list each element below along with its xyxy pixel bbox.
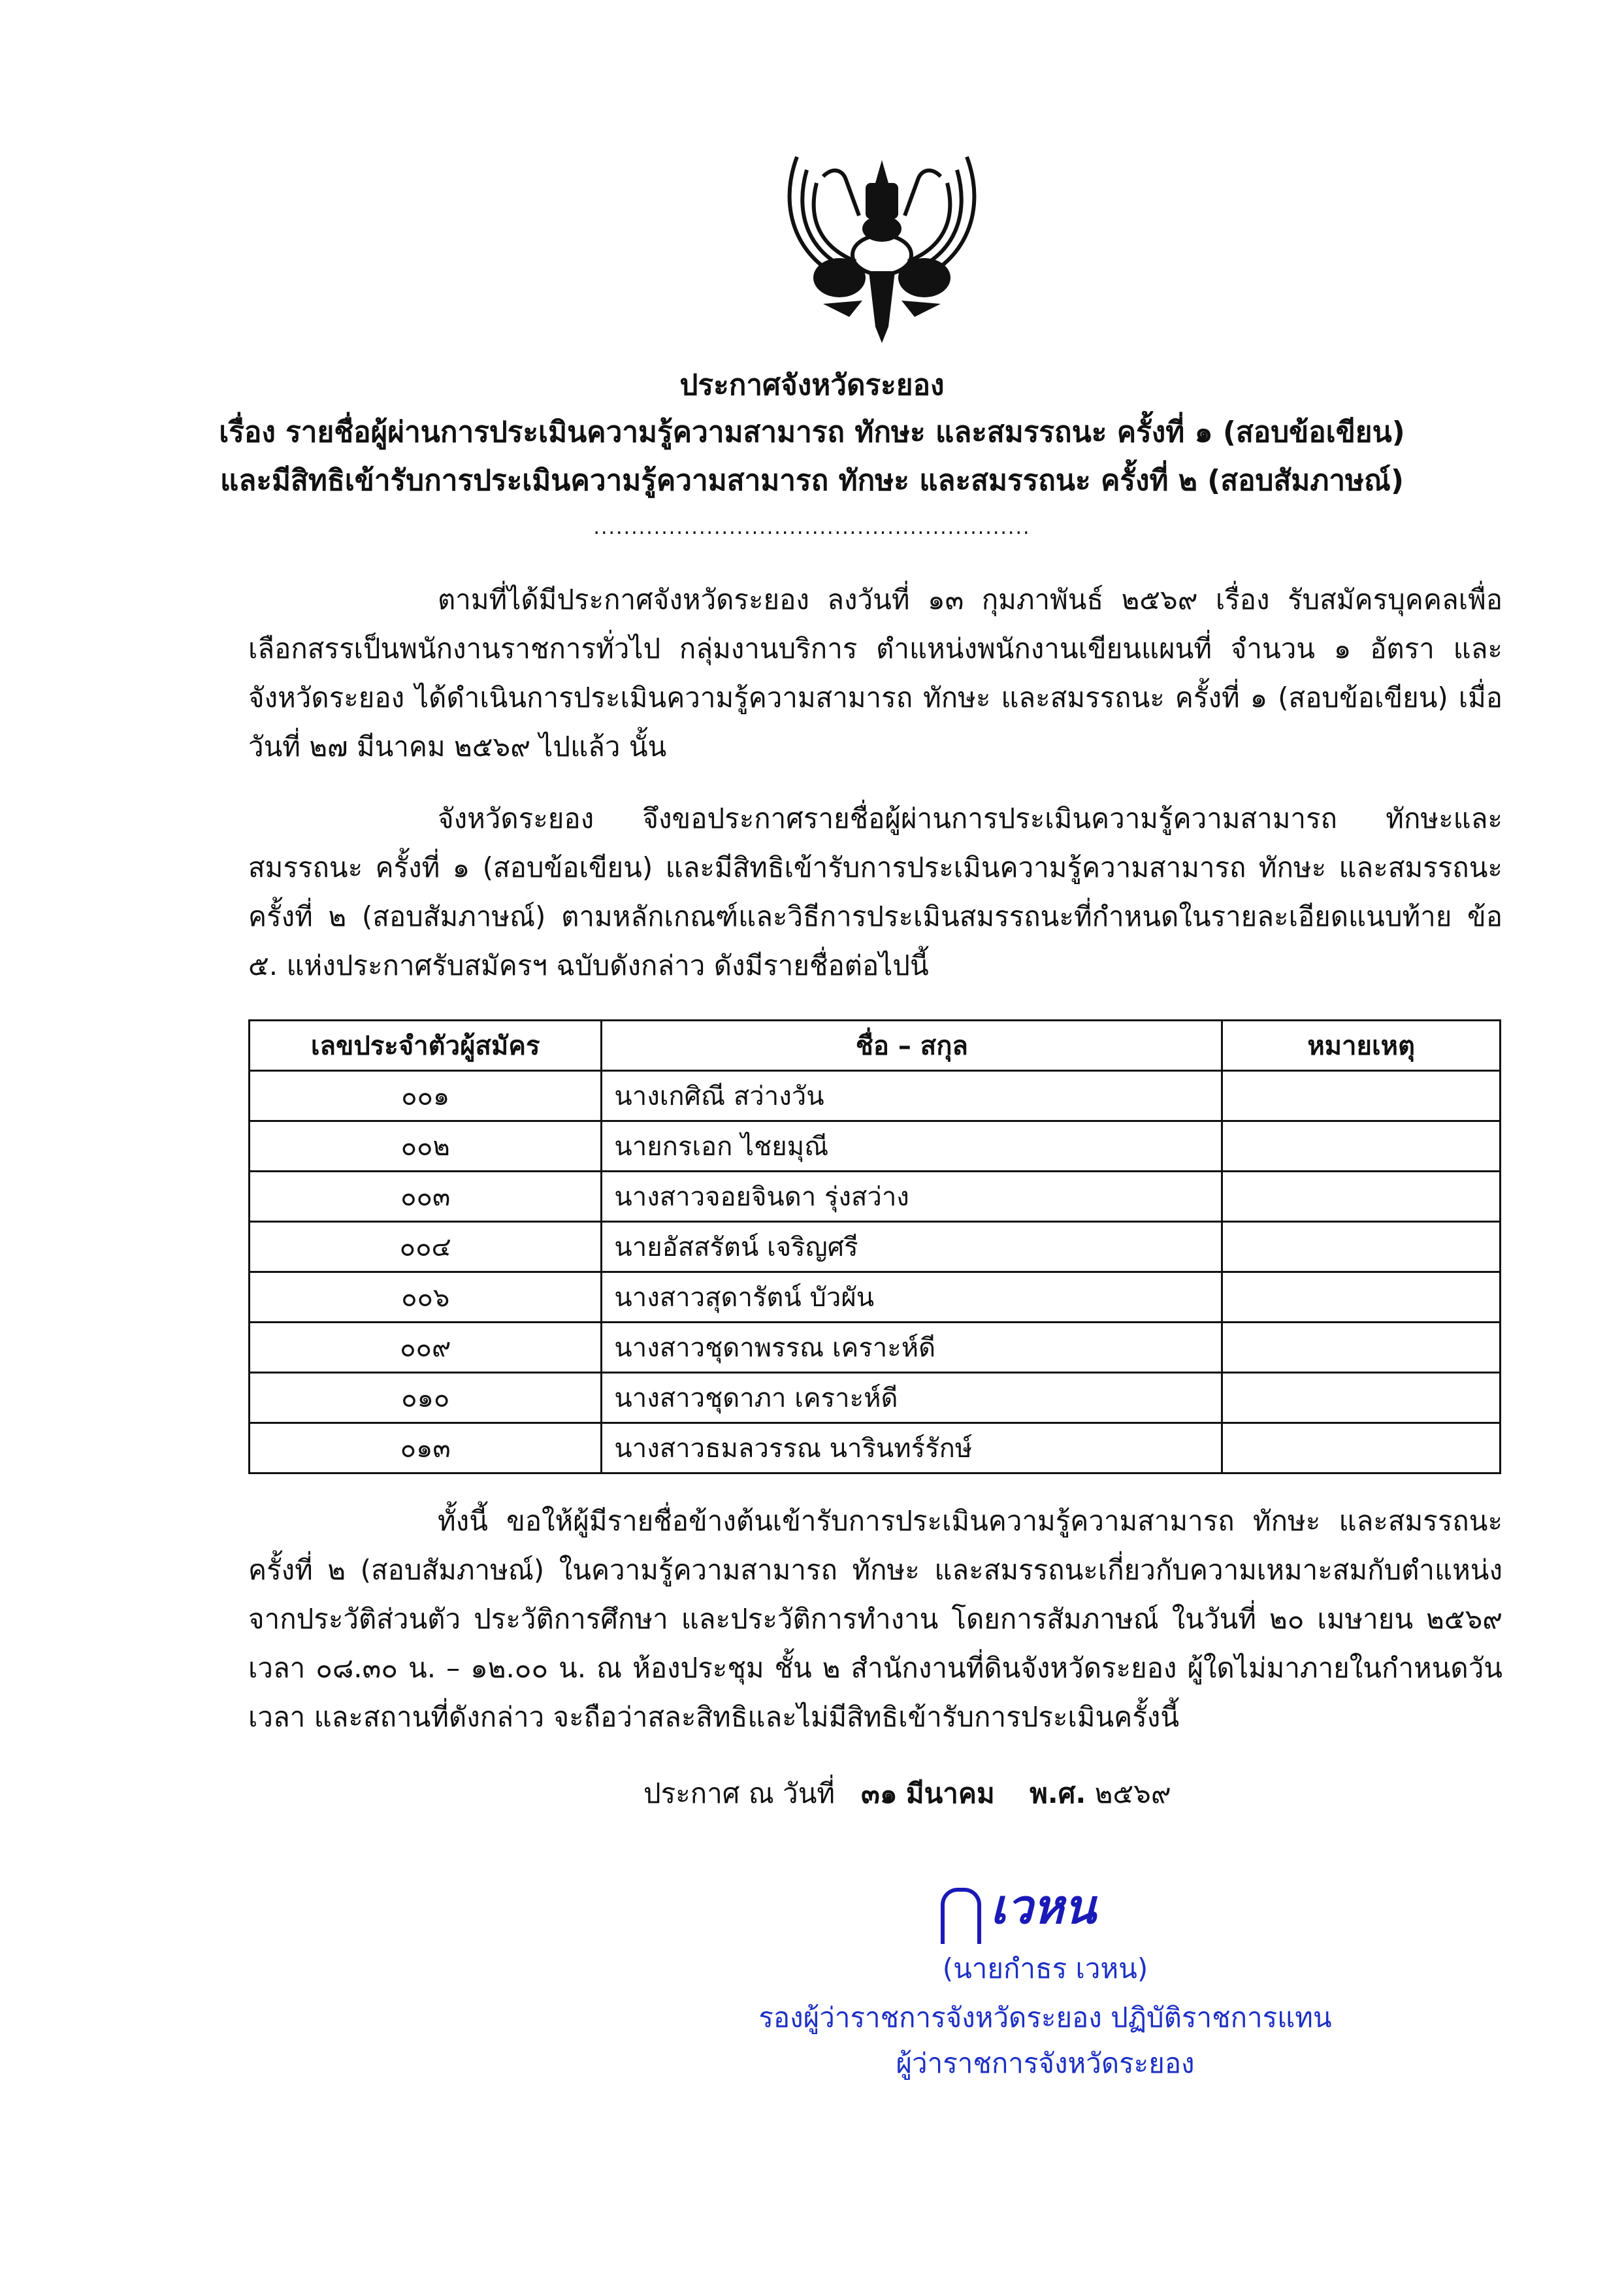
signer-name: (นายกำธร เวหน) <box>942 1952 1148 1984</box>
applicant-name: นางสาวสุดารัตน์ บัวผัน <box>602 1272 1222 1323</box>
header-full-name: ชื่อ – สกุล <box>602 1021 1222 1071</box>
applicant-name: นางเกศิณี สว่างวัน <box>602 1071 1222 1121</box>
candidate-table <box>248 1019 1501 1474</box>
announce-day: ๓๑ <box>861 1777 898 1809</box>
table-row <box>250 1121 1501 1172</box>
signer-position-2: ผู้ว่าราชการจังหวัดระยอง <box>896 2047 1195 2079</box>
signer-position-1: รองผู้ว่าราชการจังหวัดระยอง ปฏิบัติราชการแทน <box>758 2001 1332 2033</box>
announce-month: มีนาคม <box>905 1777 995 1809</box>
table-row <box>250 1323 1501 1373</box>
applicant-name: นางสาวชุดาภา เคราะห์ดี <box>602 1373 1222 1423</box>
paragraph-interview-details <box>248 1496 1502 1741</box>
subject-line-1: เรื่อง รายชื่อผู้ผ่านการประเมินความรู้ความสามารถ ทักษะ และสมรรถนะ ครั้งที่ ๑ (สอบข้อเขียน) <box>219 416 1405 449</box>
table-row <box>250 1222 1501 1272</box>
paragraph-announcement <box>248 794 1502 990</box>
table-row <box>250 1272 1501 1323</box>
announcement-date <box>643 1774 1171 1813</box>
paragraph-1-text: ตามที่ได้มีประกาศจังหวัดระยอง ลงวันที่ ๑๓ กุมภาพันธ์ ๒๕๖๙ เรื่อง รับสมัครบุคคลเพื่อเลือกสรรเป็นพนักงานราชการทั่วไป กลุ่มงานบริการ ตำแหน่งพนักงานเขียนแผนที่ จำนวน ๑ อัตรา และจังหวัดระยอง ได้ดำเนินการประเมินความรู้ความสามารถ ทักษะ และสมรรถนะ ครั้งที่ ๑ (สอบข้อเขียน) เมื่อวันที่ ๒๗ มีนาคม ๒๕๖๙ ไปแล้ว นั้น <box>248 584 1502 763</box>
applicant-name: นายกรเอก ไชยมุณี <box>602 1121 1222 1172</box>
table-row <box>250 1071 1501 1121</box>
applicant-id: ๐๐๙ <box>250 1323 602 1373</box>
applicant-remark <box>1222 1071 1501 1121</box>
header-applicant-id: เลขประจำตัวผู้สมัคร <box>250 1021 602 1071</box>
table-row <box>250 1423 1501 1473</box>
applicant-remark <box>1222 1121 1501 1172</box>
applicant-id: ๐๐๑ <box>250 1071 602 1121</box>
announce-prefix: ประกาศ ณ วันที่ <box>643 1777 836 1809</box>
applicant-name: นางสาวธมลวรรณ นารินทร์รักษ์ <box>602 1423 1222 1473</box>
applicant-remark <box>1222 1423 1501 1473</box>
applicant-name: นางสาวชุดาพรรณ เคราะห์ดี <box>602 1323 1222 1373</box>
applicant-id: ๐๑๓ <box>250 1423 602 1473</box>
applicant-id: ๐๑๐ <box>250 1373 602 1423</box>
applicant-id: ๐๐๖ <box>250 1272 602 1323</box>
paragraph-2-text: จังหวัดระยอง จึงขอประกาศรายชื่อผู้ผ่านการประเมินความรู้ความสามารถ ทักษะและสมรรถนะ ครั้งที่ ๑ (สอบข้อเขียน) และมีสิทธิเข้ารับการประเมินความรู้ความสามารถ ทักษะ และสมรรถนะครั้งที่ ๒ (สอบสัมภาษณ์) ตามหลักเกณฑ์และวิธีการประเมินสมรรถนะที่กำหนดในรายละเอียดแนบท้าย ข้อ ๕. แห่งประกาศรับสมัครฯ ฉบับดังกล่าว ดังมีรายชื่อต่อไปนี้ <box>248 802 1502 981</box>
announce-era: พ.ศ. <box>1030 1777 1086 1809</box>
applicant-remark <box>1222 1272 1501 1323</box>
applicant-remark <box>1222 1323 1501 1373</box>
paragraph-3-text: ทั้งนี้ ขอให้ผู้มีรายชื่อข้างต้นเข้ารับการประเมินความรู้ความสามารถ ทักษะ และสมรรถนะครั้งที่ ๒ (สอบสัมภาษณ์) ในความรู้ความสามารถ ทักษะ และสมรรถนะเกี่ยวกับความเหมาะสมกับตำแหน่งจากประวัติส่วนตัว ประวัติการศึกษา และประวัติการทำงาน โดยการสัมภาษณ์ ในวันที่ ๒๐ เมษายน ๒๕๖๙ เวลา ๐๘.๓๐ น. – ๑๒.๐๐ น. ณ ห้องประชุม ชั้น ๒ สำนักงานที่ดินจังหวัดระยอง ผู้ใดไม่มาภายในกำหนดวัน เวลา และสถานที่ดังกล่าว จะถือว่าสละสิทธิและไม่มีสิทธิเข้ารับการประเมินครั้งนี้ <box>248 1505 1502 1733</box>
issuer-title: ประกาศจังหวัดระยอง <box>679 369 945 402</box>
applicant-remark <box>1222 1222 1501 1272</box>
table-header-row <box>250 1021 1501 1071</box>
subject-line-2: และมีสิทธิเข้ารับการประเมินความรู้ความสามารถ ทักษะ และสมรรถนะ ครั้งที่ ๒ (สอบสัมภาษณ์) <box>220 464 1404 497</box>
announce-year: ๒๕๖๙ <box>1094 1777 1171 1809</box>
applicant-remark <box>1222 1373 1501 1423</box>
applicant-id: ๐๐๒ <box>250 1121 602 1172</box>
paragraph-background <box>248 575 1502 771</box>
applicant-remark <box>1222 1172 1501 1222</box>
garuda-emblem-icon <box>771 131 993 353</box>
applicant-name: นางสาวจอยจินดา รุ่งสว่าง <box>602 1172 1222 1222</box>
handwritten-signature <box>941 1869 1096 1944</box>
applicant-name: นายอัสสรัตน์ เจริญศรี <box>602 1222 1222 1272</box>
signature-initial-icon <box>941 1888 981 1944</box>
table-row <box>250 1373 1501 1423</box>
applicant-id: ๐๐๓ <box>250 1172 602 1222</box>
applicant-id: ๐๐๔ <box>250 1222 602 1272</box>
signature-text: เวหน <box>990 1879 1096 1934</box>
table-row <box>250 1172 1501 1222</box>
separator-dots: .......................................................... <box>593 516 1031 539</box>
header-remarks: หมายเหตุ <box>1222 1021 1501 1071</box>
